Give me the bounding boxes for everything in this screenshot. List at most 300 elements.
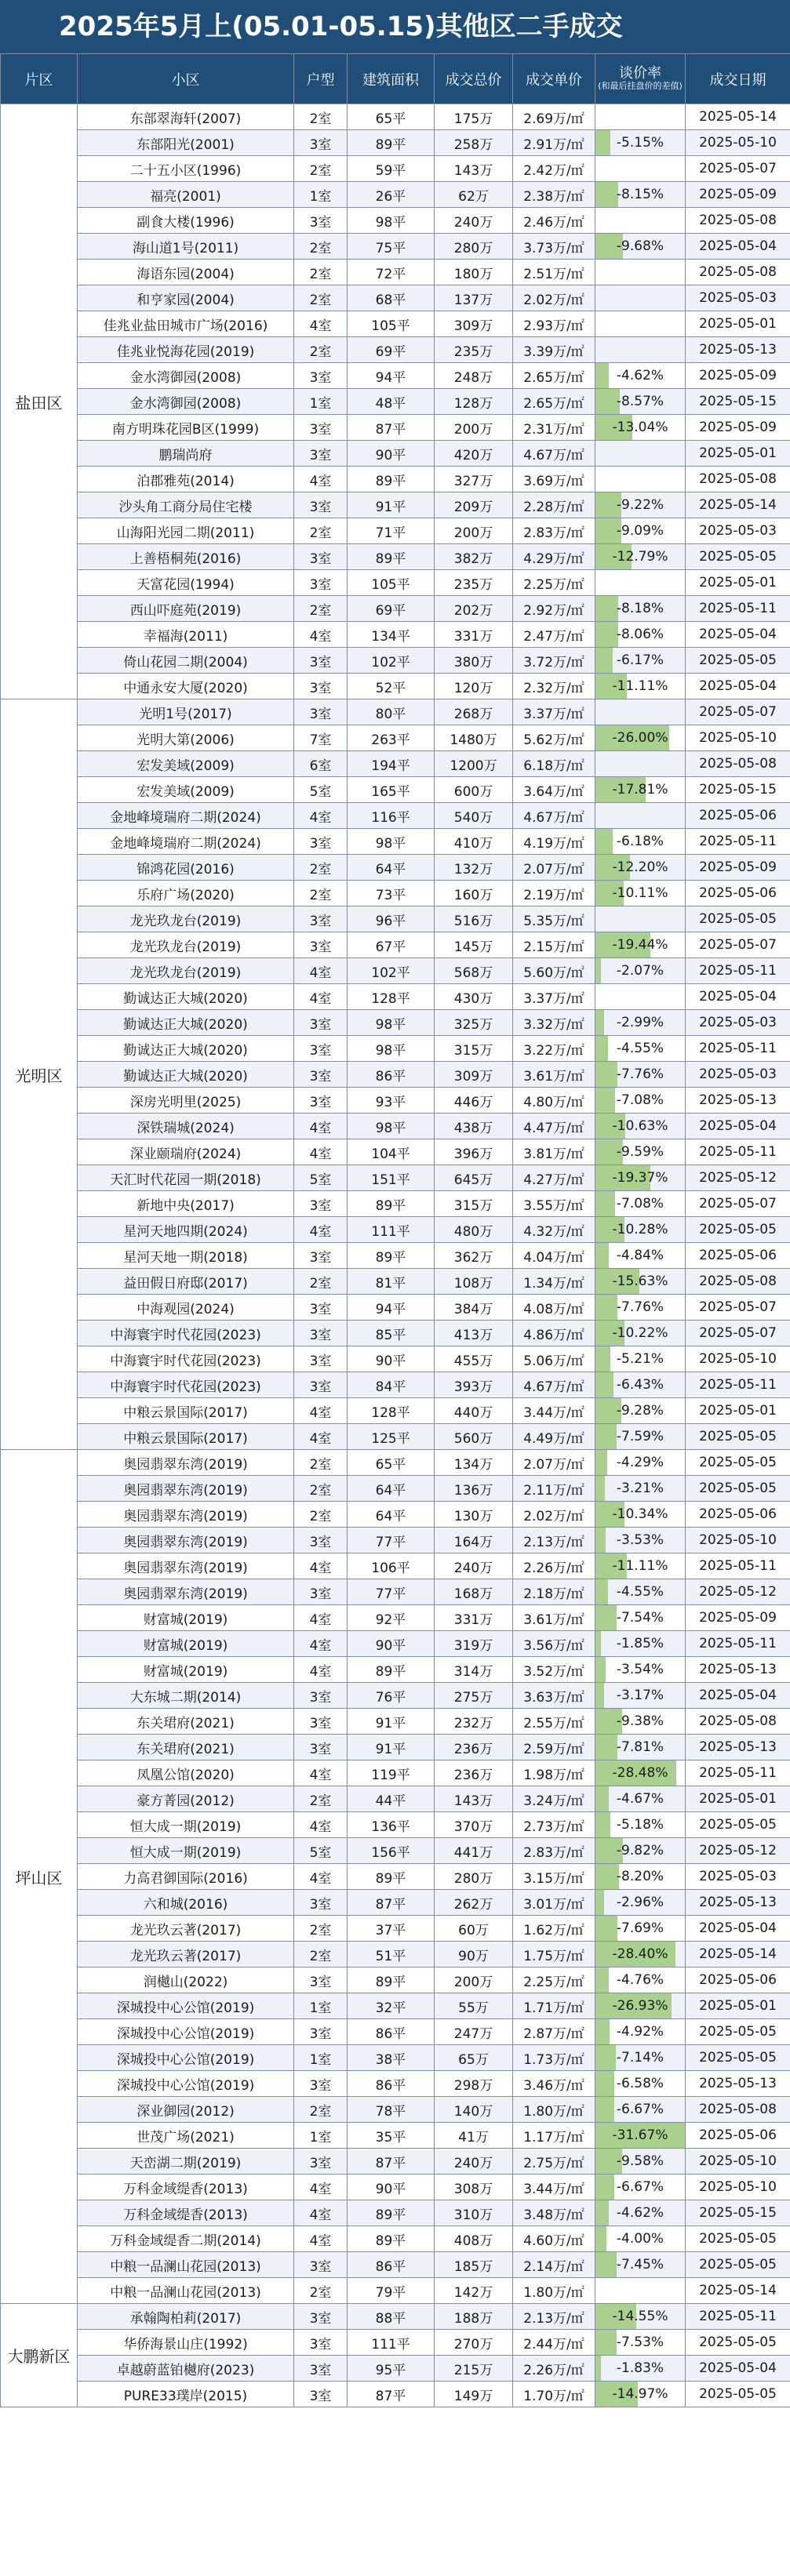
total-price-cell: 235万 xyxy=(435,570,513,596)
community-cell: 勤诚达正大城(2020) xyxy=(78,1062,294,1088)
community-cell: 中通永安大厦(2020) xyxy=(78,674,294,699)
date-cell: 2025-05-07 xyxy=(686,699,790,725)
discount-value: -9.22% xyxy=(616,497,664,513)
unit-price-cell: 2.26万/㎡ xyxy=(513,2356,595,2382)
total-price-cell: 420万 xyxy=(435,441,513,467)
unit-price-cell: 3.39万/㎡ xyxy=(513,337,595,363)
layout-cell: 5室 xyxy=(294,777,348,803)
area-cell: 77平 xyxy=(348,1528,435,1553)
layout-cell: 3室 xyxy=(294,1295,348,1321)
community-cell: 星河天地四期(2024) xyxy=(78,1217,294,1243)
community-cell: 中海寰宇时代花园(2023) xyxy=(78,1346,294,1372)
layout-cell: 3室 xyxy=(294,1243,348,1269)
discount-bar xyxy=(595,182,618,207)
area-cell: 85平 xyxy=(348,1321,435,1346)
date-cell: 2025-05-14 xyxy=(686,104,790,130)
date-cell: 2025-05-05 xyxy=(686,2019,790,2045)
area-cell: 105平 xyxy=(348,570,435,596)
total-price-cell: 236万 xyxy=(435,1735,513,1760)
discount-value: -7.53% xyxy=(616,2334,664,2350)
layout-cell: 4室 xyxy=(294,1139,348,1165)
discount-bar xyxy=(595,1683,604,1708)
community-cell: 财富城(2019) xyxy=(78,1631,294,1657)
layout-cell: 3室 xyxy=(294,1010,348,1036)
area-cell: 86平 xyxy=(348,2252,435,2278)
table-row xyxy=(1,596,790,622)
community-cell: 西山吓庭苑(2019) xyxy=(78,596,294,622)
unit-price-cell: 2.92万/㎡ xyxy=(513,596,595,622)
total-price-cell: 370万 xyxy=(435,1812,513,1838)
discount-cell xyxy=(595,1139,686,1165)
unit-price-cell: 3.64万/㎡ xyxy=(513,777,595,803)
date-cell: 2025-05-05 xyxy=(686,2330,790,2356)
discount-cell xyxy=(595,1269,686,1295)
discount-cell xyxy=(595,1424,686,1450)
layout-cell: 3室 xyxy=(294,1735,348,1760)
date-cell: 2025-05-04 xyxy=(686,234,790,260)
date-cell: 2025-05-05 xyxy=(686,907,790,932)
table-row xyxy=(1,1243,790,1269)
discount-value: -7.08% xyxy=(616,1092,664,1108)
total-price-cell: 331万 xyxy=(435,1605,513,1631)
date-cell: 2025-05-05 xyxy=(686,1424,790,1450)
discount-bar xyxy=(595,2045,616,2070)
community-cell: 力高君御国际(2016) xyxy=(78,1864,294,1890)
area-cell: 90平 xyxy=(348,2175,435,2200)
table-row xyxy=(1,2382,790,2407)
discount-value: -4.00% xyxy=(616,2231,664,2247)
discount-cell xyxy=(595,285,686,311)
unit-price-cell: 2.38万/㎡ xyxy=(513,182,595,208)
discount-bar xyxy=(595,2226,606,2251)
community-cell: 中粮一品澜山花园(2013) xyxy=(78,2252,294,2278)
table-row xyxy=(1,208,790,234)
discount-value: -1.85% xyxy=(616,1636,664,1651)
layout-cell: 2室 xyxy=(294,1450,348,1476)
discount-value: -9.82% xyxy=(616,1843,664,1858)
unit-price-cell: 2.65万/㎡ xyxy=(513,363,595,389)
total-price-cell: 308万 xyxy=(435,2175,513,2200)
discount-cell xyxy=(595,1010,686,1036)
total-price-cell: 180万 xyxy=(435,260,513,285)
discount-bar xyxy=(595,1243,609,1268)
discount-value: -10.22% xyxy=(612,1325,668,1341)
discount-value: -7.81% xyxy=(616,1739,664,1755)
discount-cell xyxy=(595,1398,686,1424)
discount-value: -2.96% xyxy=(616,1895,664,1910)
discount-cell xyxy=(595,1967,686,1993)
table-row xyxy=(1,1088,790,1114)
discount-bar xyxy=(595,130,610,155)
total-price-cell: 200万 xyxy=(435,415,513,441)
discount-value: -9.59% xyxy=(616,1144,664,1160)
unit-price-cell: 4.29万/㎡ xyxy=(513,544,595,570)
community-cell: 中粮一品澜山花园(2013) xyxy=(78,2278,294,2304)
date-cell: 2025-05-14 xyxy=(686,1942,790,1967)
table-row xyxy=(1,1295,790,1321)
discount-cell xyxy=(595,1864,686,1890)
discount-value: -7.14% xyxy=(616,2050,664,2066)
date-cell: 2025-05-04 xyxy=(686,1114,790,1139)
area-cell: 98平 xyxy=(348,1114,435,1139)
table-row xyxy=(1,2045,790,2071)
discount-bar xyxy=(595,2019,610,2044)
unit-price-cell: 4.67万/㎡ xyxy=(513,803,595,829)
community-cell: 财富城(2019) xyxy=(78,1605,294,1631)
unit-price-cell: 3.55万/㎡ xyxy=(513,1191,595,1217)
date-cell: 2025-05-12 xyxy=(686,1165,790,1191)
total-price-cell: 309万 xyxy=(435,311,513,337)
table-row xyxy=(1,1010,790,1036)
layout-cell: 3室 xyxy=(294,208,348,234)
discount-value: -7.76% xyxy=(616,1299,664,1315)
discount-cell xyxy=(595,1709,686,1735)
discount-value: -4.84% xyxy=(616,1248,664,1263)
discount-cell xyxy=(595,984,686,1010)
community-cell: 东部阳光(2001) xyxy=(78,130,294,156)
date-cell: 2025-05-06 xyxy=(686,2123,790,2149)
total-price-cell: 65万 xyxy=(435,2045,513,2071)
community-cell: 凤凰公馆(2020) xyxy=(78,1760,294,1786)
discount-cell xyxy=(595,1165,686,1191)
community-cell: 宏发美域(2009) xyxy=(78,777,294,803)
discount-value: -12.79% xyxy=(612,549,668,565)
discount-value: -19.44% xyxy=(612,937,668,953)
discount-cell xyxy=(595,337,686,363)
total-price-cell: 262万 xyxy=(435,1890,513,1916)
header-discount-label: 谈价率 xyxy=(619,65,661,82)
discount-value: -8.18% xyxy=(616,601,664,616)
layout-cell: 2室 xyxy=(294,156,348,182)
discount-cell xyxy=(595,881,686,907)
community-cell: 沙头角工商分局住宅楼 xyxy=(78,492,294,518)
transactions-table-container xyxy=(0,53,790,2407)
total-price-cell: 200万 xyxy=(435,1967,513,1993)
total-price-cell: 384万 xyxy=(435,1295,513,1321)
table-row xyxy=(1,829,790,855)
unit-price-cell: 2.65万/㎡ xyxy=(513,389,595,415)
layout-cell: 3室 xyxy=(294,674,348,699)
discount-bar xyxy=(595,1657,606,1682)
discount-cell xyxy=(595,1114,686,1139)
layout-cell: 4室 xyxy=(294,1114,348,1139)
date-cell: 2025-05-15 xyxy=(686,2200,790,2226)
total-price-cell: 319万 xyxy=(435,1631,513,1657)
layout-cell: 2室 xyxy=(294,881,348,907)
discount-bar xyxy=(595,1605,617,1630)
total-price-cell: 188万 xyxy=(435,2304,513,2330)
table-row xyxy=(1,1528,790,1553)
unit-price-cell: 5.62万/㎡ xyxy=(513,725,595,751)
table-row xyxy=(1,570,790,596)
total-price-cell: 446万 xyxy=(435,1088,513,1114)
area-cell: 194平 xyxy=(348,751,435,777)
unit-price-cell: 3.32万/㎡ xyxy=(513,1010,595,1036)
discount-cell xyxy=(595,415,686,441)
layout-cell: 3室 xyxy=(294,2356,348,2382)
layout-cell: 3室 xyxy=(294,907,348,932)
layout-cell: 4室 xyxy=(294,1398,348,1424)
layout-cell: 4室 xyxy=(294,1631,348,1657)
discount-value: -8.57% xyxy=(616,394,664,409)
table-row xyxy=(1,2019,790,2045)
area-cell: 134平 xyxy=(348,622,435,648)
community-cell: 山海阳光园二期(2011) xyxy=(78,518,294,544)
unit-price-cell: 3.37万/㎡ xyxy=(513,984,595,1010)
total-price-cell: 240万 xyxy=(435,2149,513,2175)
total-price-cell: 62万 xyxy=(435,182,513,208)
unit-price-cell: 3.61万/㎡ xyxy=(513,1062,595,1088)
unit-price-cell: 1.73万/㎡ xyxy=(513,2045,595,2071)
area-cell: 76平 xyxy=(348,1683,435,1709)
table-row xyxy=(1,699,790,725)
date-cell: 2025-05-09 xyxy=(686,855,790,881)
area-cell: 86平 xyxy=(348,2019,435,2045)
unit-price-cell: 2.25万/㎡ xyxy=(513,1967,595,1993)
community-cell: 承翰陶柏莉(2017) xyxy=(78,2304,294,2330)
table-row xyxy=(1,751,790,777)
total-price-cell: 120万 xyxy=(435,674,513,699)
date-cell: 2025-05-11 xyxy=(686,2304,790,2330)
layout-cell: 4室 xyxy=(294,1657,348,1683)
table-row xyxy=(1,285,790,311)
discount-cell xyxy=(595,2071,686,2097)
unit-price-cell: 1.62万/㎡ xyxy=(513,1916,595,1942)
date-cell: 2025-05-01 xyxy=(686,1993,790,2019)
community-cell: 恒大成一期(2019) xyxy=(78,1812,294,1838)
community-cell: 天峦湖二期(2019) xyxy=(78,2149,294,2175)
discount-cell xyxy=(595,441,686,467)
community-cell: 万科金域缇香(2013) xyxy=(78,2175,294,2200)
layout-cell: 3室 xyxy=(294,932,348,958)
total-price-cell: 600万 xyxy=(435,777,513,803)
discount-cell xyxy=(595,1735,686,1760)
unit-price-cell: 3.52万/㎡ xyxy=(513,1657,595,1683)
discount-cell xyxy=(595,907,686,932)
layout-cell: 3室 xyxy=(294,1062,348,1088)
unit-price-cell: 6.18万/㎡ xyxy=(513,751,595,777)
discount-value: -17.81% xyxy=(612,782,668,798)
table-row xyxy=(1,1062,790,1088)
community-cell: 华侨海景山庄(1992) xyxy=(78,2330,294,2356)
community-cell: 佳兆业盐田城市广场(2016) xyxy=(78,311,294,337)
area-cell: 125平 xyxy=(348,1424,435,1450)
discount-cell xyxy=(595,2382,686,2407)
total-price-cell: 410万 xyxy=(435,829,513,855)
layout-cell: 3室 xyxy=(294,1036,348,1062)
layout-cell: 4室 xyxy=(294,2175,348,2200)
area-cell: 32平 xyxy=(348,1993,435,2019)
area-cell: 156平 xyxy=(348,1838,435,1864)
table-row xyxy=(1,855,790,881)
layout-cell: 2室 xyxy=(294,104,348,130)
table-row xyxy=(1,2097,790,2123)
community-cell: 龙光玖云著(2017) xyxy=(78,1916,294,1942)
unit-price-cell: 2.13万/㎡ xyxy=(513,2304,595,2330)
table-row xyxy=(1,1346,790,1372)
discount-bar xyxy=(595,1088,615,1113)
total-price-cell: 331万 xyxy=(435,622,513,648)
unit-price-cell: 2.51万/㎡ xyxy=(513,260,595,285)
table-row xyxy=(1,1269,790,1295)
discount-value: -5.18% xyxy=(616,1817,664,1833)
area-cell: 89平 xyxy=(348,1657,435,1683)
table-row xyxy=(1,1967,790,1993)
layout-cell: 4室 xyxy=(294,1760,348,1786)
area-cell: 119平 xyxy=(348,1760,435,1786)
discount-cell xyxy=(595,156,686,182)
layout-cell: 1室 xyxy=(294,2045,348,2071)
area-cell: 77平 xyxy=(348,1579,435,1605)
discount-bar xyxy=(595,1062,617,1087)
unit-price-cell: 1.80万/㎡ xyxy=(513,2278,595,2304)
unit-price-cell: 5.35万/㎡ xyxy=(513,907,595,932)
unit-price-cell: 3.73万/㎡ xyxy=(513,234,595,260)
area-cell: 59平 xyxy=(348,156,435,182)
table-row xyxy=(1,389,790,415)
discount-cell xyxy=(595,467,686,492)
date-cell: 2025-05-06 xyxy=(686,1502,790,1528)
community-cell: 中海观园(2024) xyxy=(78,1295,294,1321)
total-price-cell: 60万 xyxy=(435,1916,513,1942)
layout-cell: 3室 xyxy=(294,363,348,389)
date-cell: 2025-05-08 xyxy=(686,467,790,492)
unit-price-cell: 3.63万/㎡ xyxy=(513,1683,595,1709)
table-row xyxy=(1,2252,790,2278)
area-cell: 69平 xyxy=(348,596,435,622)
community-cell: 中海寰宇时代花园(2023) xyxy=(78,1372,294,1398)
area-cell: 64平 xyxy=(348,1502,435,1528)
discount-cell xyxy=(595,1295,686,1321)
discount-cell xyxy=(595,2200,686,2226)
table-row xyxy=(1,2330,790,2356)
discount-cell xyxy=(595,2356,686,2382)
area-cell: 128平 xyxy=(348,984,435,1010)
discount-cell xyxy=(595,1683,686,1709)
discount-cell xyxy=(595,311,686,337)
layout-cell: 4室 xyxy=(294,1812,348,1838)
unit-price-cell: 2.07万/㎡ xyxy=(513,855,595,881)
table-row xyxy=(1,1553,790,1579)
area-cell: 89平 xyxy=(348,2226,435,2252)
community-cell: 副食大楼(1996) xyxy=(78,208,294,234)
total-price-cell: 362万 xyxy=(435,1243,513,1269)
unit-price-cell: 2.44万/㎡ xyxy=(513,2330,595,2356)
unit-price-cell: 3.56万/㎡ xyxy=(513,1631,595,1657)
discount-cell xyxy=(595,803,686,829)
community-cell: 世茂广场(2021) xyxy=(78,2123,294,2149)
unit-price-cell: 4.08万/㎡ xyxy=(513,1295,595,1321)
table-row xyxy=(1,1579,790,1605)
area-cell: 84平 xyxy=(348,1372,435,1398)
date-cell: 2025-05-08 xyxy=(686,1709,790,1735)
date-cell: 2025-05-12 xyxy=(686,1579,790,1605)
unit-price-cell: 3.44万/㎡ xyxy=(513,1398,595,1424)
layout-cell: 2室 xyxy=(294,337,348,363)
area-cell: 95平 xyxy=(348,2356,435,2382)
table-row xyxy=(1,337,790,363)
unit-price-cell: 2.75万/㎡ xyxy=(513,2149,595,2175)
area-cell: 51平 xyxy=(348,1942,435,1967)
discount-cell xyxy=(595,1890,686,1916)
layout-cell: 2室 xyxy=(294,285,348,311)
table-row xyxy=(1,648,790,674)
area-cell: 104平 xyxy=(348,1139,435,1165)
area-cell: 89平 xyxy=(348,1191,435,1217)
discount-bar xyxy=(595,622,618,647)
total-price-cell: 396万 xyxy=(435,1139,513,1165)
unit-price-cell: 3.46万/㎡ xyxy=(513,2071,595,2097)
date-cell: 2025-05-10 xyxy=(686,1528,790,1553)
layout-cell: 3室 xyxy=(294,1683,348,1709)
discount-cell xyxy=(595,699,686,725)
date-cell: 2025-05-07 xyxy=(686,1321,790,1346)
layout-cell: 3室 xyxy=(294,2382,348,2407)
table-row xyxy=(1,1760,790,1786)
community-cell: 万科金域缇香(2013) xyxy=(78,2200,294,2226)
header-discount-note: (和最后挂盘价的差值) xyxy=(598,81,683,92)
date-cell: 2025-05-04 xyxy=(686,674,790,699)
total-price-cell: 438万 xyxy=(435,1114,513,1139)
discount-bar xyxy=(595,1864,619,1889)
discount-cell xyxy=(595,1062,686,1088)
unit-price-cell: 1.70万/㎡ xyxy=(513,2382,595,2407)
total-price-cell: 137万 xyxy=(435,285,513,311)
total-price-cell: 145万 xyxy=(435,932,513,958)
total-price-cell: 168万 xyxy=(435,1579,513,1605)
table-row xyxy=(1,1890,790,1916)
discount-cell xyxy=(595,1579,686,1605)
total-price-cell: 380万 xyxy=(435,648,513,674)
area-cell: 68平 xyxy=(348,285,435,311)
layout-cell: 3室 xyxy=(294,1191,348,1217)
table-row xyxy=(1,907,790,932)
table-row xyxy=(1,777,790,803)
discount-cell xyxy=(595,570,686,596)
layout-cell: 2室 xyxy=(294,1476,348,1502)
unit-price-cell: 2.83万/㎡ xyxy=(513,1838,595,1864)
transactions-table xyxy=(0,53,790,2407)
area-cell: 90平 xyxy=(348,441,435,467)
table-row xyxy=(1,2175,790,2200)
community-cell: 大东城二期(2014) xyxy=(78,1683,294,1709)
discount-bar xyxy=(595,2356,601,2381)
total-price-cell: 1480万 xyxy=(435,725,513,751)
total-price-cell: 327万 xyxy=(435,467,513,492)
discount-cell xyxy=(595,1243,686,1269)
table-header-row xyxy=(1,54,790,104)
date-cell: 2025-05-10 xyxy=(686,130,790,156)
table-row xyxy=(1,467,790,492)
area-cell: 89平 xyxy=(348,544,435,570)
layout-cell: 3室 xyxy=(294,829,348,855)
discount-value: -9.38% xyxy=(616,1713,664,1729)
discount-value: -8.06% xyxy=(616,627,664,642)
area-cell: 87平 xyxy=(348,1890,435,1916)
date-cell: 2025-05-03 xyxy=(686,285,790,311)
community-cell: 东关珺府(2021) xyxy=(78,1709,294,1735)
discount-value: -9.58% xyxy=(616,2153,664,2169)
total-price-cell: 268万 xyxy=(435,699,513,725)
table-row xyxy=(1,1502,790,1528)
area-cell: 111平 xyxy=(348,1217,435,1243)
total-price-cell: 516万 xyxy=(435,907,513,932)
unit-price-cell: 2.87万/㎡ xyxy=(513,2019,595,2045)
community-cell: 中粮云景国际(2017) xyxy=(78,1424,294,1450)
discount-cell xyxy=(595,1812,686,1838)
date-cell: 2025-05-01 xyxy=(686,570,790,596)
discount-value: -7.45% xyxy=(616,2257,664,2273)
